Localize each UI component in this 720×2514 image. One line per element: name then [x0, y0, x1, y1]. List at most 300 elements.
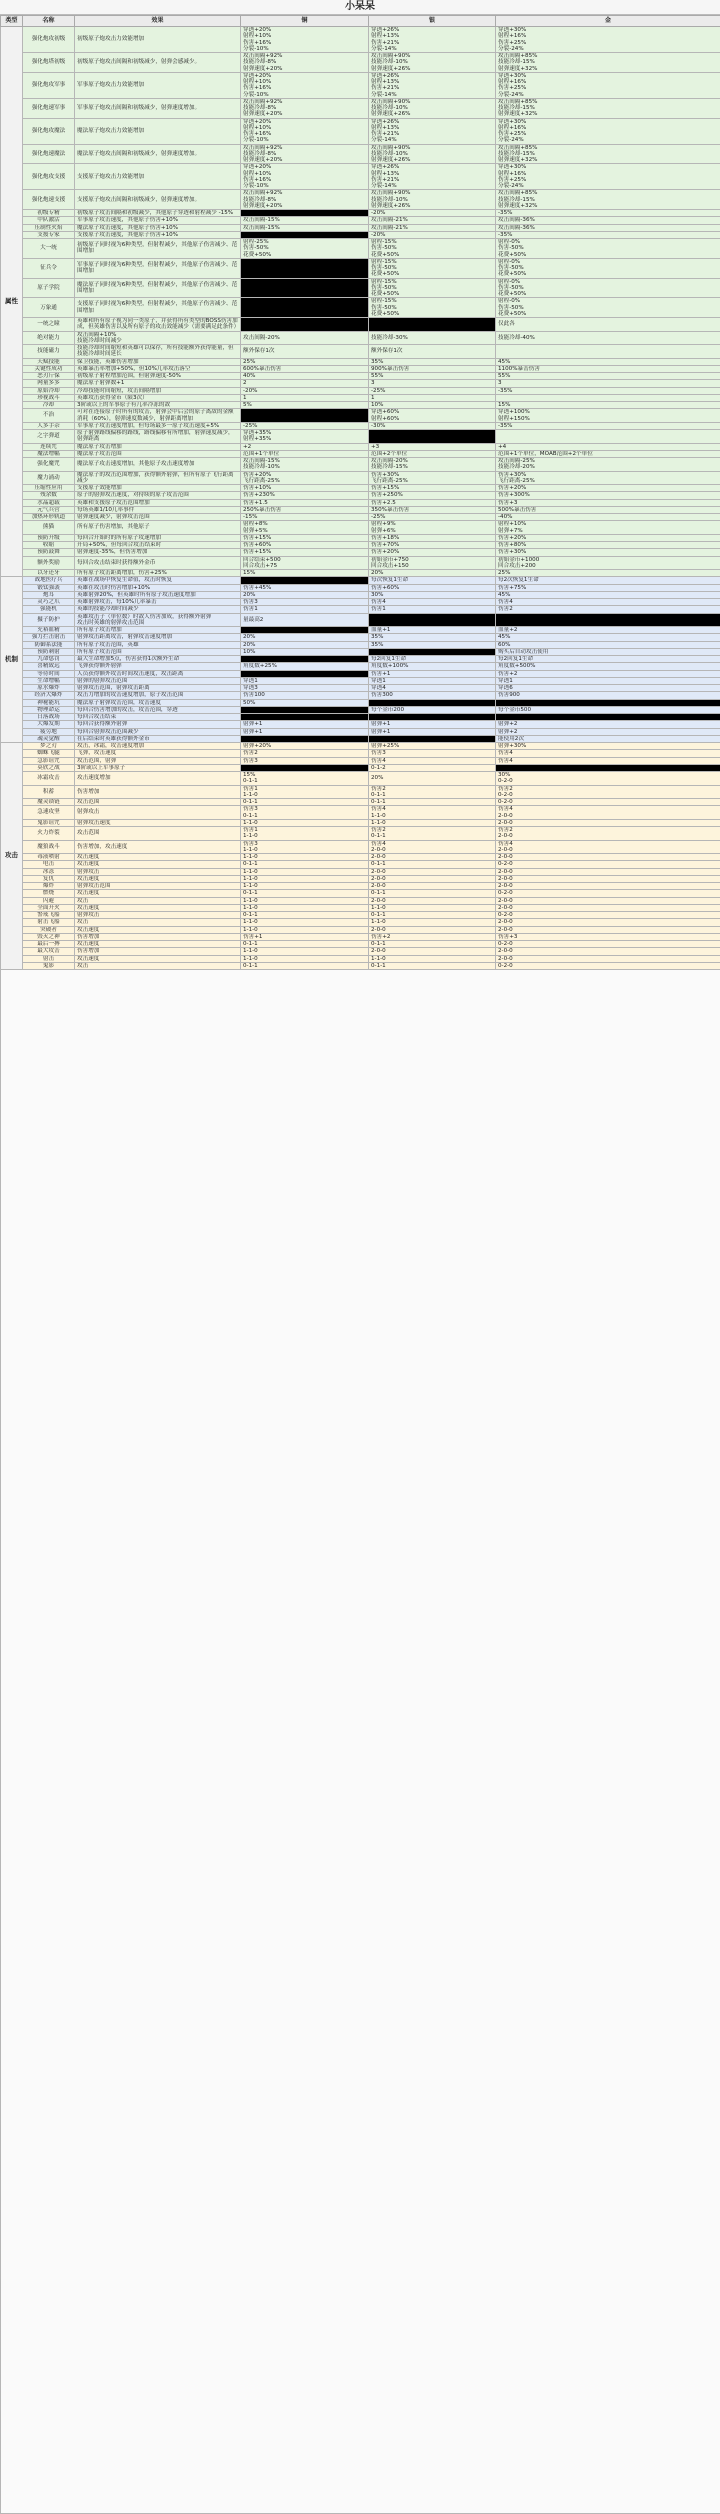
table-row — [1, 897, 720, 904]
copper-cell: 伤害1 1-1-0 — [241, 827, 369, 841]
table-row — [1, 806, 720, 820]
silver-cell: 初始金币+750 回合攻击+150 — [369, 556, 496, 570]
name-cell: 万象通 — [23, 298, 75, 318]
effect-cell: 技能冷却时间缩短和英雄可以保存，所有技能额外获得能量，但技能冷却时间延长 — [75, 345, 241, 359]
table-row — [1, 962, 720, 969]
name-cell: 闪避 — [23, 897, 75, 904]
name-cell: 生命增幅 — [23, 677, 75, 684]
table-row — [1, 764, 720, 771]
table-row — [1, 217, 720, 224]
silver-cell: 伤害1 — [369, 606, 496, 613]
silver-cell — [369, 714, 496, 721]
copper-cell: 量最高2 — [241, 613, 369, 627]
table-row — [1, 534, 720, 541]
silver-cell: 额外保存1次 — [369, 345, 496, 359]
table-row — [1, 785, 720, 799]
gold-cell — [496, 345, 720, 359]
copper-cell: 伤害3 — [241, 599, 369, 606]
silver-cell: 伤害+20% — [369, 549, 496, 556]
table-row — [1, 799, 720, 806]
effect-cell: 魔法原子的攻击范围增加，获得额外射弹，但所有原子飞行距离减少 — [75, 471, 241, 485]
silver-cell: 伤害+18% — [369, 534, 496, 541]
silver-cell: 伤害+250% — [369, 492, 496, 499]
table-row — [1, 409, 720, 423]
effect-cell: 支援原子炮攻击间隔和初级减少，射弹速度增加。 — [75, 190, 241, 210]
name-cell: 压缩性应用 — [23, 485, 75, 492]
copper-cell: 攻击间隔-15% 技能冷却-10% — [241, 458, 369, 472]
effect-cell: 飞弹获得额外射弹 — [75, 663, 241, 670]
silver-cell: 伤害2 0-1-1 — [369, 827, 496, 841]
name-cell: 强化炮速魔法 — [23, 144, 75, 164]
table-row — [1, 926, 720, 933]
silver-cell: -20% — [369, 210, 496, 217]
name-cell: 强化炮攻魔法 — [23, 118, 75, 144]
effect-cell: 在后结束时英雄获得额外金币 — [75, 735, 241, 742]
col-header-name: 名称 — [23, 16, 75, 27]
table-row — [1, 231, 720, 238]
table-row — [1, 471, 720, 485]
name-cell: 等待时间 — [23, 670, 75, 677]
name-cell: 人多手杂 — [23, 422, 75, 429]
silver-cell: 伤害4 2-0-0 — [369, 840, 496, 854]
effect-cell: 射弹攻击范围，射弹攻击距离 — [75, 685, 241, 692]
silver-cell: -25% — [369, 514, 496, 521]
silver-cell: 伤害4 1-1-0 — [369, 806, 496, 820]
gold-cell — [496, 394, 720, 401]
name-cell: 强力拦击射击 — [23, 634, 75, 641]
copper-cell: 伤害3 0-1-1 — [241, 806, 369, 820]
gold-cell: +4 — [496, 443, 720, 450]
copper-cell: 0-1-1 — [241, 912, 369, 919]
name-cell: 元气兵营 — [23, 506, 75, 513]
name-cell: 以牙还牙 — [23, 570, 75, 577]
gold-cell: 15% — [496, 402, 720, 409]
copper-cell: 攻击间隔-20% — [241, 331, 369, 345]
section-label: 属性 — [1, 27, 23, 577]
copper-cell: 0-1-1 — [241, 941, 369, 948]
silver-cell: +3 — [369, 443, 496, 450]
copper-cell: 1 — [241, 394, 369, 401]
silver-cell: 伤害+30% 飞行距离-25% — [369, 471, 496, 485]
effect-cell: 英雄和支援原子攻击范围增加 — [75, 499, 241, 506]
effect-cell: 所有原子攻击增加 — [75, 627, 241, 634]
silver-cell: 伤害+60% — [369, 584, 496, 591]
table-row — [1, 298, 720, 318]
copper-cell: 1-1-0 — [241, 868, 369, 875]
silver-cell: 穿透+26% 射程+13% 伤害+21% 分裂-14% — [369, 164, 496, 190]
table-row — [1, 506, 720, 513]
gold-cell: 伤害+20% — [496, 534, 720, 541]
name-cell: 强化炮速军事 — [23, 98, 75, 118]
gold-cell: 伤害+3 — [496, 933, 720, 940]
silver-cell: -20% — [369, 231, 496, 238]
effect-cell: 每场英雄1/10几率事件 — [75, 506, 241, 513]
copper-cell — [241, 409, 369, 423]
copper-cell: 40% — [241, 373, 369, 380]
table-row — [1, 556, 720, 570]
name-cell: 之字弹道 — [23, 430, 75, 444]
effect-cell: 英雄的技能冷却时间减少 — [75, 606, 241, 613]
effect-cell: 魔法原子同时视为6种类型，但射程减少，其他原子伤害减少、范围增加 — [75, 278, 241, 298]
copper-cell: 25% — [241, 358, 369, 365]
gold-cell: 伤害+300% — [496, 492, 720, 499]
effect-cell: 伤害增加 — [75, 785, 241, 799]
effect-cell: 初级原子炮攻击力效能增加 — [75, 27, 241, 53]
gold-cell — [496, 613, 720, 627]
effect-cell: 魔法原子攻击速度增加，其他原子攻击速度增加 — [75, 458, 241, 472]
effect-cell: 攻击速度 — [75, 854, 241, 861]
gold-cell: 2-0-0 — [496, 919, 720, 926]
effect-cell: 冷却技能时间缩短，攻击间隔增加 — [75, 387, 241, 394]
effect-cell: 魔法原子攻击范围 — [75, 450, 241, 457]
table-row — [1, 258, 720, 278]
copper-cell: 角度数+25% — [241, 663, 369, 670]
silver-cell: 2-0-0 — [369, 897, 496, 904]
col-header-type: 类型 — [1, 16, 23, 27]
filler-row — [1, 970, 720, 2514]
gold-cell: 伤害2 2-0-0 — [496, 827, 720, 841]
copper-cell: 伤害3 — [241, 757, 369, 764]
copper-cell — [241, 210, 369, 217]
gold-cell: 射程-0% 伤害-50% 花费+50% — [496, 239, 720, 259]
table-row — [1, 868, 720, 875]
effect-cell: 初级原子同时视为6种类型，但射程减少，其他原子伤害减少、范围增加 — [75, 239, 241, 259]
name-cell: 复仇 — [23, 875, 75, 882]
copper-cell: 射程-25% 伤害-50% 花费+50% — [241, 239, 369, 259]
gold-cell: 射弹+2 — [496, 721, 720, 728]
table-row — [1, 692, 720, 699]
silver-cell: 2-0-0 — [369, 875, 496, 882]
table-row — [1, 318, 720, 332]
table-row — [1, 239, 720, 259]
copper-cell: 伤害+15% — [241, 549, 369, 556]
gold-cell: 500%暴击伤害 — [496, 506, 720, 513]
table-header-row — [1, 16, 720, 27]
silver-cell: 0-1-1 — [369, 941, 496, 948]
gold-cell: -35% — [496, 210, 720, 217]
copper-cell: 1-1-0 — [241, 819, 369, 826]
silver-cell: 攻击间隔+90% 技能冷却-10% 射弹速度+26% — [369, 98, 496, 118]
gold-cell: 30% 0-2-0 — [496, 772, 720, 786]
effect-cell: 射弹攻击速度 — [75, 819, 241, 826]
silver-cell: 射弹+1 — [369, 728, 496, 735]
table-row — [1, 904, 720, 911]
effect-cell: 军事原子炮攻击力效能增加 — [75, 72, 241, 98]
silver-cell: 1-1-0 — [369, 955, 496, 962]
gold-cell: 2-0-0 — [496, 868, 720, 875]
effect-cell: 英雄在攻击时伤害增加+10% — [75, 584, 241, 591]
effect-cell: 攻击速度 — [75, 861, 241, 868]
effect-cell: 射弹攻击范围 — [75, 883, 241, 890]
gold-cell: 攻击间隔+85% 技能冷却-15% 射弹速度+32% — [496, 98, 720, 118]
name-cell: 预防刺射 — [23, 648, 75, 655]
table-row — [1, 278, 720, 298]
table-row — [1, 827, 720, 841]
copper-cell: 伤害+15% — [241, 534, 369, 541]
copper-cell: 600%暴击伤害 — [241, 365, 369, 372]
effect-cell: 射弹速度-35%，但伤害增加 — [75, 549, 241, 556]
effect-cell: 攻击速度增加 — [75, 772, 241, 786]
copper-cell: -15% — [241, 514, 369, 521]
gold-cell: 55% — [496, 373, 720, 380]
name-cell: 强能机 — [23, 606, 75, 613]
name-cell: 加热环形轨道 — [23, 514, 75, 521]
gold-cell: -35% — [496, 422, 720, 429]
silver-cell — [369, 430, 496, 444]
table-row — [1, 714, 720, 721]
copper-cell: 射弹+20% — [241, 743, 369, 750]
effect-cell: 所有原子攻击距离增加，伤害+25% — [75, 570, 241, 577]
table-row — [1, 648, 720, 655]
copper-cell: 50% — [241, 699, 369, 706]
table-row — [1, 728, 720, 735]
name-cell: 强化炮攻支援 — [23, 164, 75, 190]
effect-cell: 每回合获得额外射弹 — [75, 721, 241, 728]
gold-cell: 0-2-0 — [496, 962, 720, 969]
gold-cell: 0-2-0 — [496, 861, 720, 868]
effect-cell: 攻击速度 — [75, 890, 241, 897]
silver-cell: 伤害+70% — [369, 542, 496, 549]
name-cell: 射击飞船 — [23, 919, 75, 926]
effect-cell: 攻击速度 — [75, 955, 241, 962]
name-cell: 魔力涌动 — [23, 471, 75, 485]
copper-cell — [241, 706, 369, 713]
name-cell: 原子学院 — [23, 278, 75, 298]
silver-cell: 2-0-0 — [369, 854, 496, 861]
name-cell: 关键性成功 — [23, 365, 75, 372]
table-row — [1, 584, 720, 591]
gold-cell: 45% — [496, 358, 720, 365]
silver-cell: 攻击间隔+90% 技能冷却-10% 射弹速度+26% — [369, 53, 496, 73]
gold-cell: 技能冷却-40% — [496, 331, 720, 345]
gold-cell: 射程+10% 射弹+7% — [496, 521, 720, 535]
name-cell: 战地医疗兵 — [23, 577, 75, 584]
gold-cell: 购买后自动攻击使用 — [496, 648, 720, 655]
name-cell: 梦之刃 — [23, 743, 75, 750]
gold-cell: 伤害4 — [496, 750, 720, 757]
gold-cell: 攻击间隔+85% 技能冷却-15% 射弹速度+32% — [496, 53, 720, 73]
effect-cell: 射弹的射弹攻击范围 — [75, 677, 241, 684]
copper-cell: 1-1-0 — [241, 883, 369, 890]
silver-cell: 2-0-0 — [369, 948, 496, 955]
gold-cell: 每个金币500 — [496, 706, 720, 713]
name-cell: 射击 — [23, 955, 75, 962]
section-label: 机制 — [1, 577, 23, 743]
table-row — [1, 613, 720, 627]
gold-cell: 2-0-0 — [496, 904, 720, 911]
silver-cell: 射弹+1 — [369, 721, 496, 728]
gold-cell: 攻击间隔-36% — [496, 224, 720, 231]
table-row — [1, 670, 720, 677]
name-cell: 技能磁力 — [23, 345, 75, 359]
copper-cell: 2 — [241, 380, 369, 387]
effect-cell: 攻击力增加的攻击速度增加，原子攻击范围 — [75, 692, 241, 699]
name-cell: 冰冻 — [23, 868, 75, 875]
copper-cell — [241, 298, 369, 318]
effect-cell: 每回合伤害增加的攻击，攻击范围，穿透 — [75, 706, 241, 713]
table-row — [1, 422, 720, 429]
silver-cell: 0-1-1 — [369, 890, 496, 897]
effect-cell: 射弹攻击 — [75, 868, 241, 875]
name-cell: 收缩 — [23, 542, 75, 549]
gold-cell: 伤害+80% — [496, 542, 720, 549]
effect-cell: 魔法原子炮攻击间隔和初级减少，射弹速度增加。 — [75, 144, 241, 164]
effect-cell: 攻击速度 — [75, 875, 241, 882]
table-row — [1, 685, 720, 692]
copper-cell — [241, 258, 369, 278]
effect-cell: 支援原子效能增加 — [75, 485, 241, 492]
effect-cell: 英雄射弹20%，但英雄时所有原子攻击速度增加 — [75, 591, 241, 598]
silver-cell: 伤害+1 — [369, 670, 496, 677]
table-row — [1, 890, 720, 897]
table-row — [1, 380, 720, 387]
gold-cell: 范围+1个单位，MOAB范围+2个单位 — [496, 450, 720, 457]
gold-cell: 3 — [496, 380, 720, 387]
copper-cell — [241, 764, 369, 771]
effect-cell: 保卫技能，英雄伤害增加 — [75, 358, 241, 365]
silver-cell: -25% — [369, 387, 496, 394]
name-cell: 绝对能力 — [23, 331, 75, 345]
name-cell: 火力炸裂 — [23, 827, 75, 841]
name-cell: 中队激活 — [23, 217, 75, 224]
gold-cell: 60% — [496, 641, 720, 648]
table-row — [1, 450, 720, 457]
gold-cell: -40% — [496, 514, 720, 521]
table-row — [1, 772, 720, 786]
copper-cell: 射弹+1 — [241, 728, 369, 735]
silver-cell: 伤害3 — [369, 750, 496, 757]
copper-cell: 穿透+20% 射程+10% 伤害+16% 分裂-10% — [241, 27, 369, 53]
silver-cell: 0-1-2 — [369, 764, 496, 771]
table-row — [1, 677, 720, 684]
table-row — [1, 912, 720, 919]
copper-cell: 1-1-0 — [241, 854, 369, 861]
gold-cell — [496, 430, 720, 444]
table-row — [1, 883, 720, 890]
gold-cell: 能使用2次 — [496, 735, 720, 742]
silver-cell — [369, 613, 496, 627]
name-cell: 初级专精 — [23, 210, 75, 217]
silver-cell: 伤害300 — [369, 692, 496, 699]
name-cell: 全面开火 — [23, 904, 75, 911]
table-body — [1, 27, 720, 2514]
copper-cell — [241, 278, 369, 298]
silver-cell: 射程-15% 伤害-50% 花费+50% — [369, 278, 496, 298]
copper-cell: 射弹+1 — [241, 721, 369, 728]
name-cell: 急影诅咒 — [23, 757, 75, 764]
gold-cell: 攻击间隔-25% 技能冷却-20% — [496, 458, 720, 472]
silver-cell: 血量+1 — [369, 627, 496, 634]
gold-cell: 0-2-0 — [496, 799, 720, 806]
copper-cell: 伤害+1.5 — [241, 499, 369, 506]
table-row — [1, 53, 720, 73]
copper-cell: 穿透1 — [241, 677, 369, 684]
table-row — [1, 721, 720, 728]
effect-cell: 攻击 — [75, 962, 241, 969]
table-row — [1, 634, 720, 641]
copper-cell: 攻击间隔-15% — [241, 224, 369, 231]
effect-cell: 伤害增加 — [75, 948, 241, 955]
table-row — [1, 819, 720, 826]
silver-cell: 攻击间隔+90% 技能冷却-10% 射弹速度+26% — [369, 190, 496, 210]
silver-cell: 射程+9% 射弹+6% — [369, 521, 496, 535]
effect-cell: 伤害增加，攻击速度 — [75, 840, 241, 854]
table-row — [1, 402, 720, 409]
name-cell: 突破者 — [23, 926, 75, 933]
copper-cell — [241, 735, 369, 742]
copper-cell: 0-1-1 — [241, 962, 369, 969]
copper-cell: 1-1-0 — [241, 948, 369, 955]
effect-cell: 攻击速度 — [75, 941, 241, 948]
copper-cell: 1-1-0 — [241, 904, 369, 911]
copper-cell: 穿透+20% 射程+10% 伤害+16% 分裂-10% — [241, 72, 369, 98]
silver-cell: 每个金币200 — [369, 706, 496, 713]
copper-cell: 穿透+20% 射程+10% 伤害+16% 分裂-10% — [241, 164, 369, 190]
gold-cell: 伤害4 — [496, 599, 720, 606]
silver-cell — [369, 735, 496, 742]
effect-cell: 魔法原子攻击速度，其他原子伤害+10% — [75, 224, 241, 231]
section-label: 攻击 — [1, 743, 23, 970]
name-cell: 防御系法能 — [23, 641, 75, 648]
table-row — [1, 98, 720, 118]
table-row — [1, 118, 720, 144]
gold-cell: 45% — [496, 634, 720, 641]
copper-cell: 250%暴击伤害 — [241, 506, 369, 513]
copper-cell: 1-1-0 — [241, 955, 369, 962]
gold-cell: 射弹+2 — [496, 728, 720, 735]
silver-cell: 2-0-0 — [369, 926, 496, 933]
effect-cell: 英雄攻击获得金币（限3次） — [75, 394, 241, 401]
copper-cell: 穿透3 — [241, 685, 369, 692]
table-row — [1, 485, 720, 492]
copper-cell: 攻击间隔+92% 技能冷却-8% 射弹速度+20% — [241, 190, 369, 210]
effect-cell: 飞弹，攻击速度 — [75, 750, 241, 757]
silver-cell: 穿透1 — [369, 677, 496, 684]
table-row — [1, 706, 720, 713]
effect-cell: 攻击速度 — [75, 904, 241, 911]
copper-cell: 伤害+20% 飞行距离-25% — [241, 471, 369, 485]
copper-cell: 15% — [241, 570, 369, 577]
silver-cell: 20% — [369, 772, 496, 786]
table-row — [1, 190, 720, 210]
effect-cell: 初级原子攻击间隔和初级减少，其他原子穿透和射程减少 -15% — [75, 210, 241, 217]
silver-cell: 350%暴击伤害 — [369, 506, 496, 513]
effect-cell: 伤害增加 — [75, 933, 241, 940]
copper-cell — [241, 577, 369, 584]
gold-cell: 穿透+30% 射程+16% 伤害+25% 分裂-24% — [496, 164, 720, 190]
name-cell: 日落战场 — [23, 714, 75, 721]
gold-cell: 伤害+75% — [496, 584, 720, 591]
name-cell: 魔灵锁链 — [23, 799, 75, 806]
name-cell: 燃烧 — [23, 890, 75, 897]
gold-cell: 伤害4 — [496, 757, 720, 764]
silver-cell: 0-1-1 — [369, 962, 496, 969]
name-cell: 经济大爆炸 — [23, 692, 75, 699]
effect-cell: 射弹速度减少，射弹攻击范围 — [75, 514, 241, 521]
name-cell: 残余数 — [23, 492, 75, 499]
effect-cell: 魔法原子攻击增加 — [75, 443, 241, 450]
silver-cell: 射程-15% 伤害-50% 花费+50% — [369, 239, 496, 259]
name-cell: 额外奖励 — [23, 556, 75, 570]
table-row — [1, 743, 720, 750]
silver-cell — [369, 318, 496, 332]
effect-cell: 支援原子攻击速度，其他原子伤害+10% — [75, 231, 241, 238]
copper-cell: 伤害+230% — [241, 492, 369, 499]
copper-cell: 范围+1个单位 — [241, 450, 369, 457]
copper-cell: 伤害+1 — [241, 933, 369, 940]
name-cell: 蜘蛛飞腿 — [23, 750, 75, 757]
effect-cell: 射弹攻击 — [75, 806, 241, 820]
